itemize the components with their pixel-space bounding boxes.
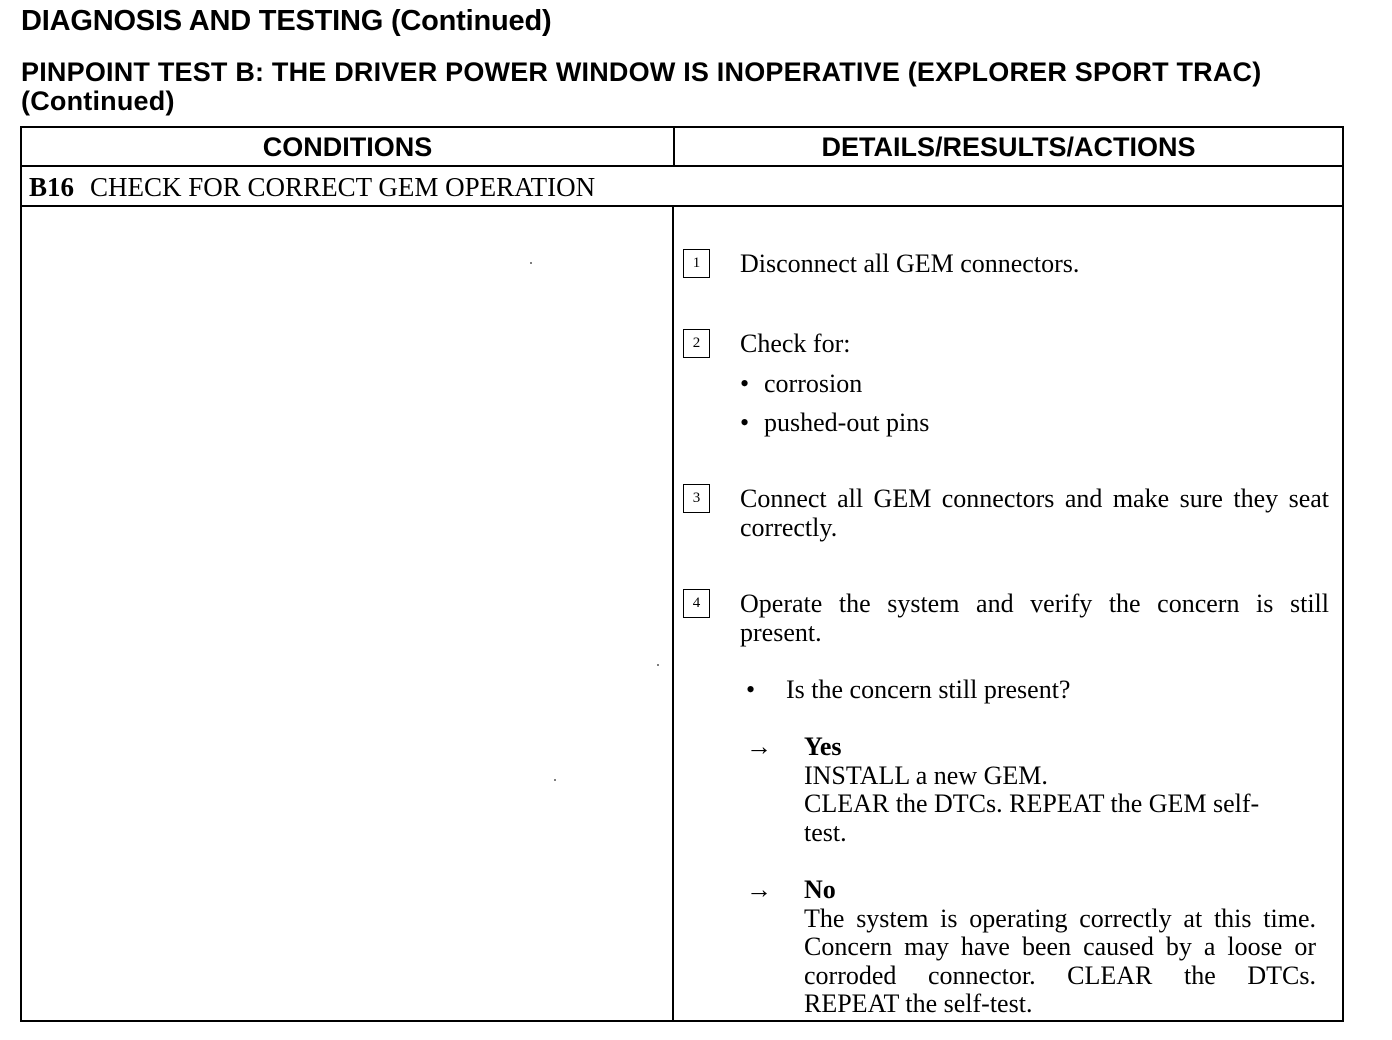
check-item xyxy=(740,369,862,398)
question-item xyxy=(746,675,1070,704)
check-item-text: pushed-out pins xyxy=(764,408,930,437)
outcome-label: No xyxy=(804,875,836,904)
outcome-label: Yes xyxy=(804,732,842,761)
bullet-icon: • xyxy=(746,675,756,704)
section-title: DIAGNOSIS AND TESTING (Continued) xyxy=(21,5,552,37)
step-text: Operate the system and verify the concern is still present. xyxy=(740,589,1329,647)
step-heading xyxy=(29,172,595,203)
step-number-box: 4 xyxy=(683,589,710,618)
step-rule xyxy=(22,205,1342,207)
body-column-divider xyxy=(672,207,674,1020)
step-text: Check for: xyxy=(740,329,851,358)
step-title: CHECK FOR CORRECT GEM OPERATION xyxy=(90,172,596,202)
step-number-box: 1 xyxy=(683,249,710,278)
question-text: Is the concern still present? xyxy=(786,675,1071,704)
step-text: Connect all GEM connectors and make sure they seat correctly. xyxy=(740,484,1329,542)
check-item-text: corrosion xyxy=(764,369,863,398)
step-number-box: 2 xyxy=(683,329,710,358)
bullet-icon: • xyxy=(740,369,750,398)
right-arrow-icon: → xyxy=(746,732,772,761)
right-arrow-icon: → xyxy=(746,875,772,904)
scan-speck xyxy=(554,779,556,781)
step-text: Disconnect all GEM connectors. xyxy=(740,249,1080,278)
step-id: B16 xyxy=(29,172,75,202)
scan-speck xyxy=(657,664,659,666)
conditions-column-header: CONDITIONS xyxy=(262,132,433,162)
outcome-line: INSTALL a new GEM. xyxy=(804,760,1048,790)
step-number-box: 3 xyxy=(683,484,710,513)
check-item xyxy=(740,408,929,437)
bullet-icon: • xyxy=(740,408,750,437)
test-title: PINPOINT TEST B: THE DRIVER POWER WINDOW IS INOPERATIVE (EXPLORER SPORT TRAC) (Continued) xyxy=(21,57,1262,116)
outcome-line: The system is operating correctly at this time. Concern may have been caused by a loose or corroded connector. CLEAR the DTCs. REPEAT the self-test. xyxy=(804,903,1316,1018)
details-column-header: DETAILS/RESULTS/ACTIONS xyxy=(821,132,1196,162)
outcome-line: CLEAR the DTCs. REPEAT the GEM self-test. xyxy=(804,789,1260,847)
scan-speck xyxy=(530,262,532,264)
